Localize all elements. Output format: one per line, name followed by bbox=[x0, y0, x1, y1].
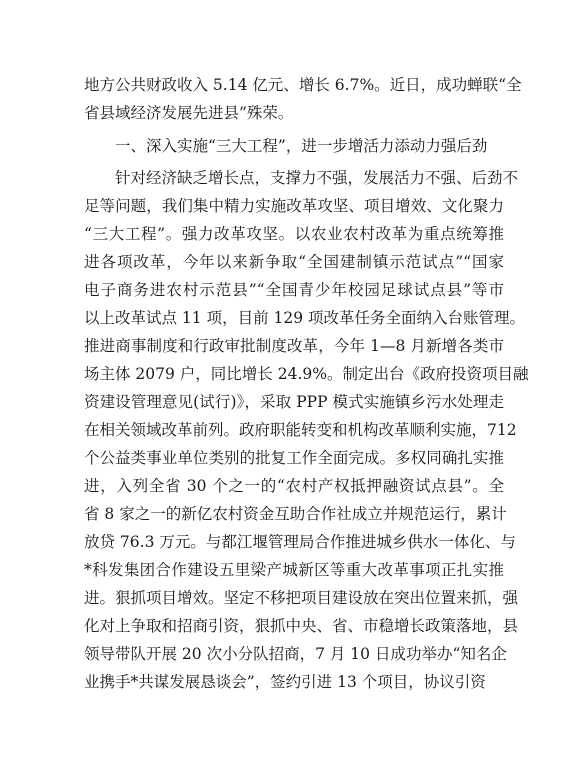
text-line: 领导带队开展 20 次小分队招商，7 月 10 日成功举办“知名企 bbox=[84, 645, 507, 663]
text-line: 个公益类事业单位类别的批复工作全面完成。多权同确扎实推 bbox=[84, 449, 504, 467]
section-heading-block bbox=[115, 132, 501, 160]
section-heading: 一、深入实施“三大工程”，进一步增活力添动力强后劲 bbox=[115, 137, 488, 155]
text-line: 电子商务进农村示范县”“全国青少年校园足球试点县”等市 bbox=[84, 281, 504, 299]
text-line: 放贷 76.3 万元。与都江堰管理局合作推进城乡供水一体化、与 bbox=[84, 533, 516, 551]
continued-paragraph bbox=[84, 71, 522, 127]
text-line: 资建设管理意见(试行)》，采取 PPP 模式实施镇乡污水处理走 bbox=[84, 393, 504, 411]
text-line: 场主体 2079 户，同比增长 24.9%。制定出台《政府投资项目融 bbox=[84, 365, 529, 383]
text-line: 省县域经济发展先进县”殊荣。 bbox=[84, 104, 294, 122]
text-line: 推进商事制度和行政审批制度改革，今年 1—8 月新增各类市 bbox=[84, 337, 504, 355]
text-line: “三大工程”。强力改革攻坚。以农业农村改革为重点统筹推 bbox=[84, 225, 504, 243]
text-line: 针对经济缺乏增长点，支撑力不强，发展活力不强、后劲不 bbox=[115, 169, 519, 187]
text-line: 地方公共财政收入 5.14 亿元、增长 6.7%。近日，成功蝉联“全 bbox=[84, 76, 522, 94]
text-line: 足等问题，我们集中精力实施改革攻坚、项目增效、文化聚力 bbox=[84, 197, 504, 215]
text-line: 进。狠抓项目增效。坚定不移把项目建设放在突出位置来抓，强 bbox=[84, 589, 519, 607]
text-line: 在相关领域改革前列。政府职能转变和机构改革顺利实施，712 bbox=[84, 421, 517, 439]
body-paragraph bbox=[84, 164, 529, 696]
text-line: 省 8 家之一的新亿农村资金互助合作社成立并规范运行，累计 bbox=[84, 505, 507, 523]
text-line: 进各项改革，今年以来新争取“全国建制镇示范试点”“国家 bbox=[84, 253, 504, 271]
text-line: 以上改革试点 11 项，目前 129 项改革任务全面纳入台账管理。 bbox=[84, 309, 526, 327]
text-line: 进，入列全省 30 个之一的“农村产权抵押融资试点县”。全 bbox=[84, 477, 504, 495]
text-line: 业携手*共谋发展恳谈会”，签约引进 13 个项目，协议引资 bbox=[84, 673, 486, 691]
text-line: 化对上争取和招商引资，狠抓中央、省、市稳增长政策落地，县 bbox=[84, 617, 519, 635]
text-line: *科发集团合作建设五里梁产城新区等重大改革事项正扎实推 bbox=[84, 561, 504, 579]
